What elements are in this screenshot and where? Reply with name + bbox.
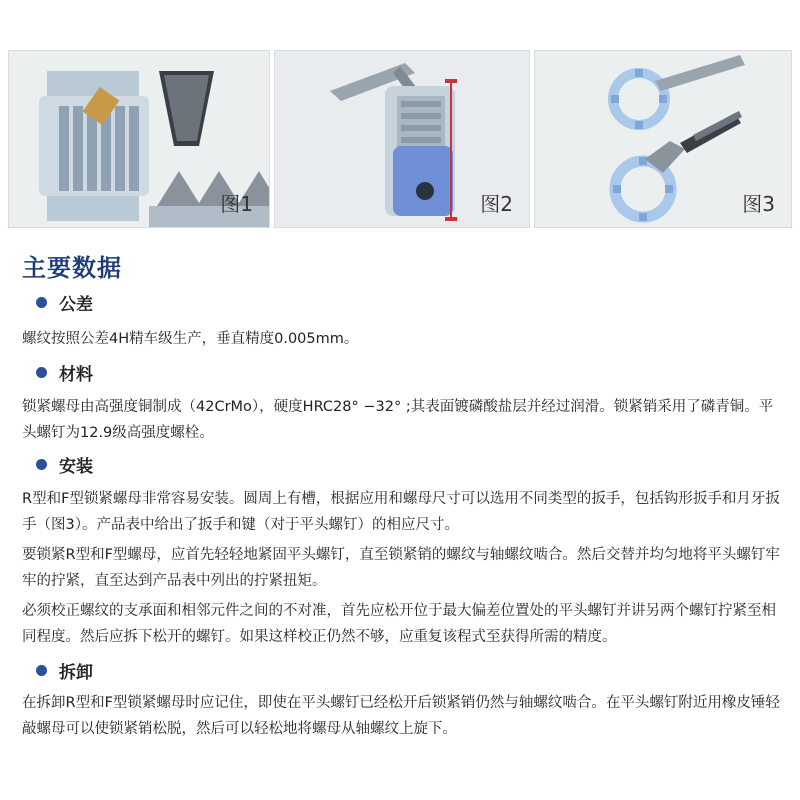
section-heading-text: 材料 [59,365,93,385]
section-heading-material [36,360,93,385]
figure-strip [8,50,792,228]
paragraph-installation-2: 要锁紧R型和F型螺母，应首先轻轻地紧固平头螺钉，直至锁紧销的螺纹与轴螺纹啮合。然后交替并均匀地将平头螺钉牢牢的拧紧，直至达到产品表中列出的拧紧扭矩。 [22,547,780,589]
paragraph-tolerance: 螺纹按照公差4H精车级生产，垂直精度0.005mm。 [22,331,359,347]
section-heading-text: 安装 [59,457,93,477]
section-heading-tolerance [36,290,93,315]
bullet-icon [36,459,47,470]
section-heading-text: 公差 [59,295,93,315]
bullet-icon [36,367,47,378]
figure-2 [274,50,530,228]
figure-1-label: 图1 [220,192,253,216]
paragraph-removal: 在拆卸R型和F型锁紧螺母时应记住，即使在平头螺钉已经松开后锁紧销仍然与轴螺纹啮合。在平头螺钉附近用橡皮锤轻敲螺母可以使锁紧销松脱，然后可以轻松地将螺母从轴螺纹上旋下。 [22,695,780,737]
figure-3 [534,50,792,228]
paragraph-installation-1: R型和F型锁紧螺母非常容易安装。圆周上有槽，根据应用和螺母尺寸可以选用不同类型的扳手，包括钩形扳手和月牙扳手（图3）。产品表中给出了扳手和键（对于平头螺钉）的相应尺寸。 [22,491,780,533]
figure-1 [8,50,270,228]
bullet-icon [36,297,47,308]
paragraph-installation-3: 必须校正螺纹的支承面和相邻元件之间的不对准，首先应松开位于最大偏差位置处的平头螺钉并讲另两个螺钉拧紧至相同程度。然后应拆下松开的螺钉。如果这样校正仍然不够，应重复该程式至获得所需的精度。 [22,603,776,645]
paragraph-material: 锁紧螺母由高强度铜制成（42CrMo），硬度HRC28° −32° ;其表面镀磷酸盐层并经过润滑。锁紧销采用了磷青铜。平头螺钉为12.9级高强度螺栓。 [22,399,774,441]
figure-2-label: 图2 [480,192,513,216]
section-heading-text: 拆卸 [59,663,93,683]
section-heading-removal [36,658,93,683]
page-title: 主要数据 [22,254,122,282]
figure-3-label: 图3 [742,192,775,216]
bullet-icon [36,665,47,676]
section-heading-installation [36,452,93,477]
